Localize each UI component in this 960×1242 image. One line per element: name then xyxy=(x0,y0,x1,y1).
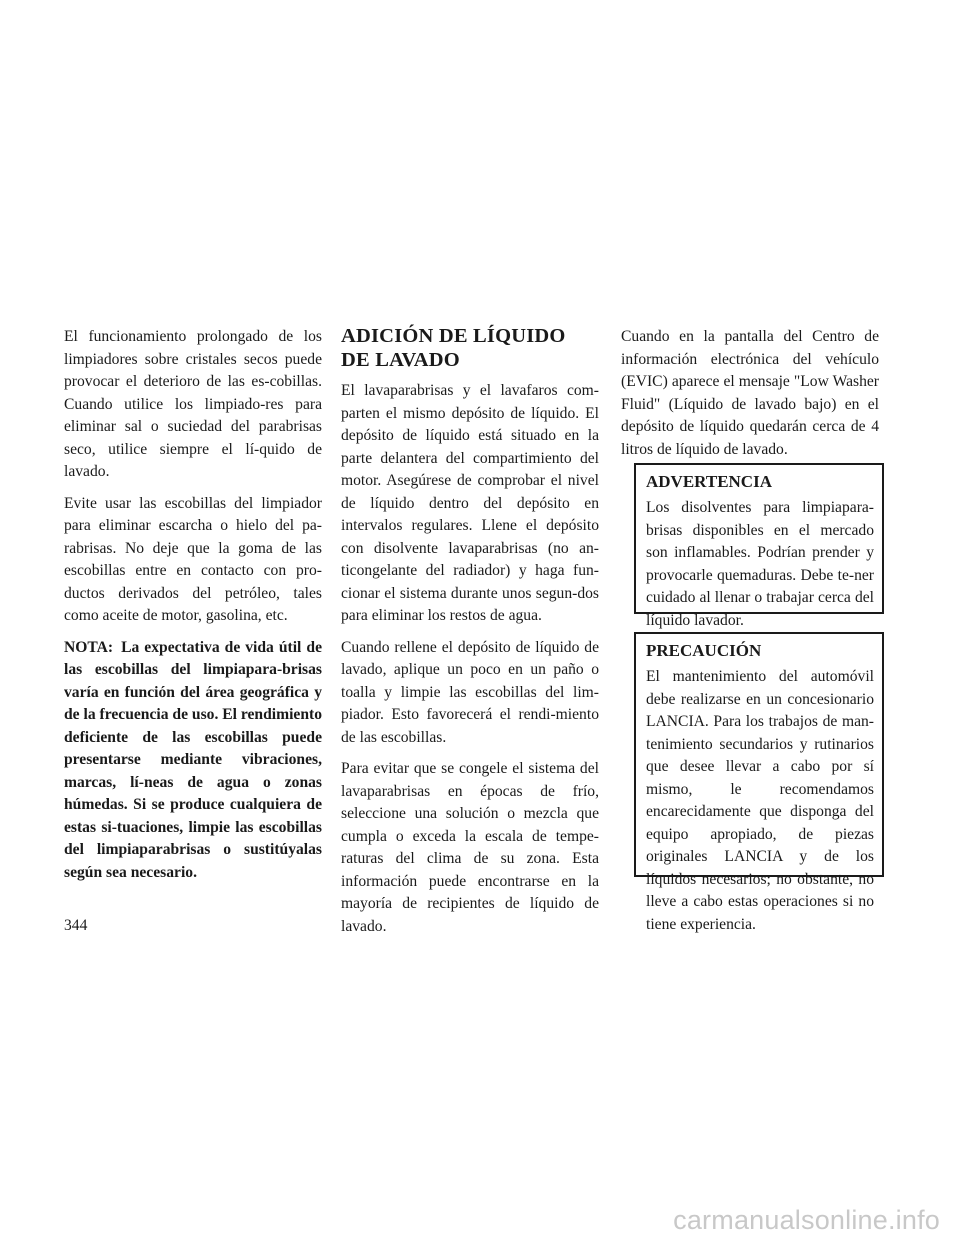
wiper-note xyxy=(64,637,322,885)
washer-refill-paragraph: Cuando rellene el depósito de líquido de lavado, aplique un poco en un paño o toalla y limpie las escobillas del lim-piador. Esto favorecerá el rendi-miento de las escobillas. xyxy=(341,638,599,746)
watermark: carmanualsonline.info xyxy=(673,1205,940,1235)
note-label: NOTA: xyxy=(64,638,114,656)
wiper-frost-paragraph: Evite usar las escobillas del limpiador para eliminar escarcha o hielo del pa-rabrisas. No deje que la goma de las escobillas entre en contacto con pro-ductos derivados del petróleo, tales como aceite de motor, gasolina, etc. xyxy=(64,494,322,624)
washer-reservoir-paragraph: El lavaparabrisas y el lavafaros com-parten el mismo depósito de líquido. El depósito de líquido está situado en la parte delantera del compartimiento del motor. Asegúrese de comprobar el nivel de líquido dentro del depósito en intervalos regulares. Llene el depósito con disolvente lavaparabrisas (no an-ticongelante del radiador) y haga fun-cionar el sistema durante unos segun-dos para eliminar los restos de agua. xyxy=(341,382,599,624)
warning-box xyxy=(634,463,884,629)
note-text: La expectativa de vida útil de las escobillas del limpiapara-brisas varía en función del área geográfica y de la frecuencia de uso. El rendimiento deficiente de las escobillas puede presentarse mediante vibraciones, marcas, lí-neas de agua o zonas húmedas. Si se produce cualquiera de estas si-tuaciones, limpie las escobillas del limpiaparabrisas o sustitúyalas según sea necesario. xyxy=(64,638,323,881)
warning-text: Los disolventes para limpiapara-brisas disponibles en el mercado son inflamables. Podrían prender y provocarle quemaduras. Debe te-ner cuidado al llenar o trabajar cerca del líquido lavador. xyxy=(646,499,874,629)
left-column xyxy=(64,326,322,893)
caution-title: PRECAUCIÓN xyxy=(646,641,762,660)
section-heading: ADICIÓN DE LÍQUIDO DE LAVADO xyxy=(341,325,566,371)
middle-column xyxy=(341,324,599,947)
right-column xyxy=(621,326,879,470)
wiper-dry-paragraph: El funcionamiento prolongado de los limpiadores sobre cristales secos puede provocar el deterioro de las es-cobillas. Cuando utilice los limpiado-res para eliminar sal o suciedad del parabrisas seco, utilice siempre el lí-quido de lavado. xyxy=(64,328,322,480)
caution-text: El mantenimiento del automóvil debe realizarse en un concesionario LANCIA. Para los trabajos de man-tenimiento secundarios y rutinarios que desee llevar a cabo por sí mismo, le recomendamos encarecidamente que disponga del equipo apropiado, de piezas originales LANCIA y de los líquidos necesarios; no obstante, no lleve a cabo estas operaciones si no tiene experiencia. xyxy=(646,668,874,933)
caution-box xyxy=(634,632,884,933)
evic-paragraph: Cuando en la pantalla del Centro de información electrónica del vehículo (EVIC) aparece el mensaje "Low Washer Fluid" (Líquido de lavado bajo) en el depósito de líquido quedarán cerca de 4 litros de líquido de lavado. xyxy=(621,328,879,458)
page-number: 344 xyxy=(64,917,88,934)
warning-title: ADVERTENCIA xyxy=(646,472,772,491)
washer-freeze-paragraph: Para evitar que se congele el sistema del lavaparabrisas en épocas de frío, seleccione una solución o mezcla que cumpla o exceda la escala de tempe-raturas del clima de su zona. Esta información puede encontrarse en la mayoría de recipientes de líquido de lavado. xyxy=(341,760,599,935)
